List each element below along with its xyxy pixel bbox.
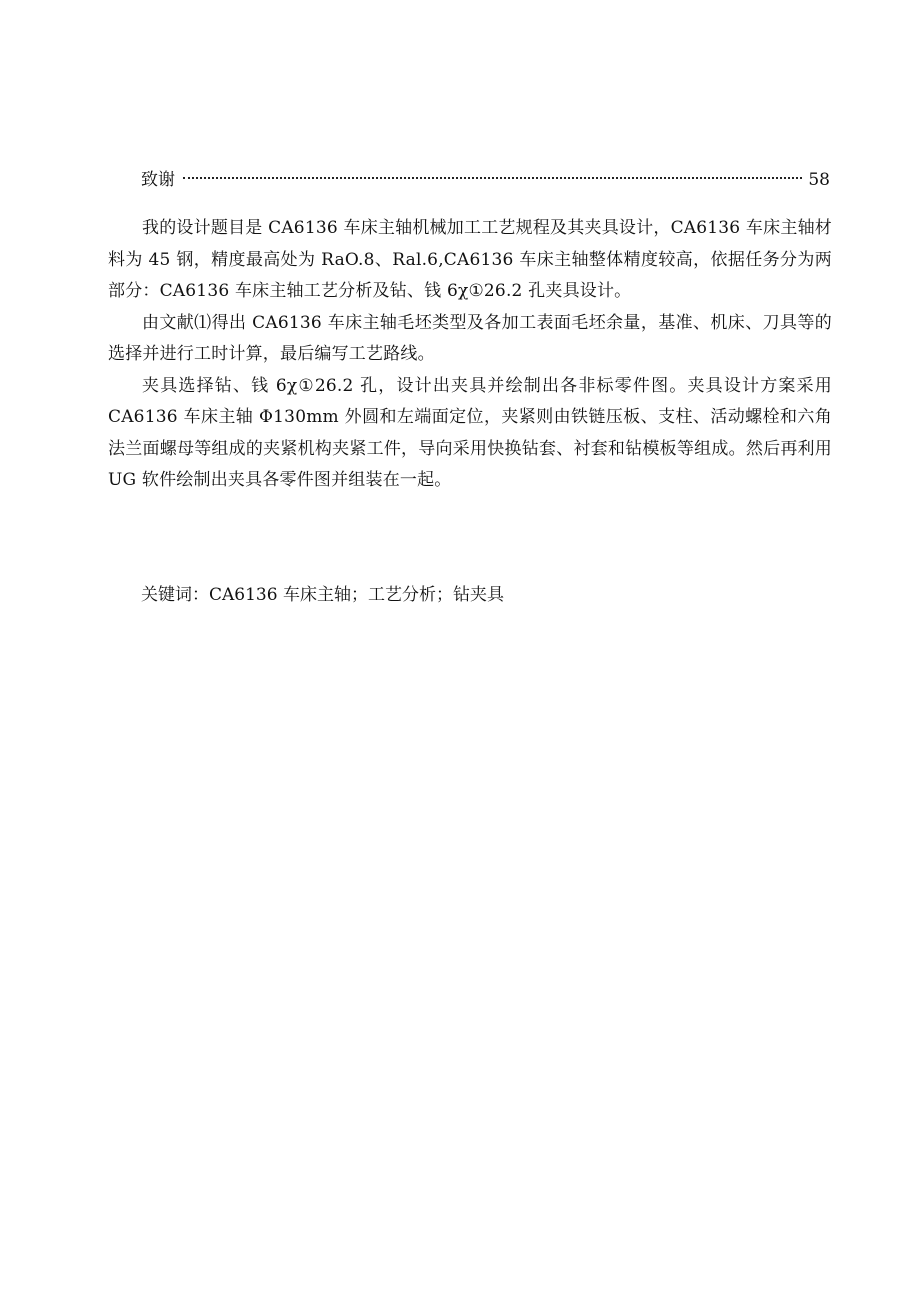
abstract-paragraph-2: 由文献⑴得出 CA6136 车床主轴毛坯类型及各加工表面毛坯余量，基准、机床、刀具等的选择并进行工时计算，最后编写工艺路线。 — [108, 312, 832, 364]
toc-leader-dots — [183, 177, 802, 179]
keywords-line: 关键词：CA6136 车床主轴；工艺分析；钻夹具 — [141, 585, 504, 605]
toc-entry-page-number: 58 — [808, 170, 830, 190]
toc-entry — [141, 166, 830, 194]
abstract-paragraph-1: 我的设计题目是 CA6136 车床主轴机械加工工艺规程及其夹具设计，CA6136 车床主轴材料为 45 钢，精度最高处为 RaO.8、Ral.6,CA6136 车床主轴整体精度较高，依据任务分为两部分：CA6136 车床主轴工艺分析及钻、钱 6χ①26.2 孔夹具设计。 — [108, 218, 832, 301]
abstract-paragraph-3: 夹具选择钻、钱 6χ①26.2 孔，设计出夹具并绘制出各非标零件图。夹具设计方案采用 CA6136 车床主轴 Φ130mm 外圆和左端面定位，夹紧则由铁链压板、支柱、活动螺栓和六角法兰面螺母等组成的夹紧机构夹紧工件，导向采用快换钻套、衬套和钻模板等组成。然后再利用 UG 软件绘制出夹具各零件图并组装在一起。 — [108, 375, 832, 490]
toc-entry-title: 致谢 — [141, 170, 175, 190]
abstract-body — [108, 213, 832, 497]
